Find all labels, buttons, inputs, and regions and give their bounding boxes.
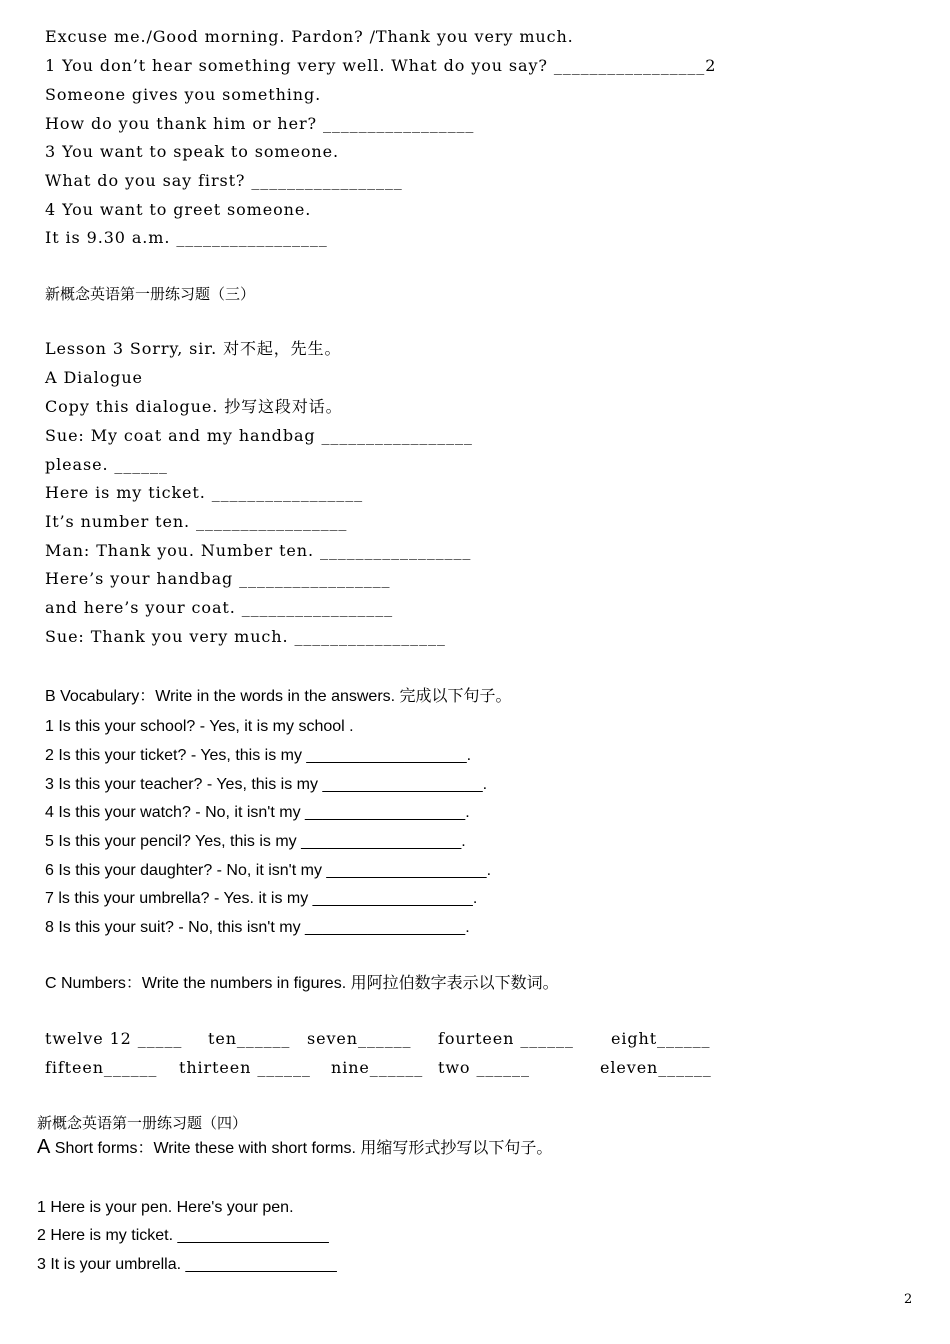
dialogue-line: please. ______ [45, 455, 168, 474]
section-a-instruction: Copy this dialogue. 抄写这段对话。 [45, 397, 343, 416]
dialogue-line: Man: Thank you. Number ten. _________________ [45, 541, 472, 560]
short-form-item: 3 It is your umbrella. _________________ [37, 1256, 337, 1273]
number-item: eleven______ [600, 1058, 712, 1077]
number-item: fifteen______ [45, 1058, 158, 1077]
vocab-item: 7 ls this your umbrella? - Yes. it is my __________________. [45, 890, 478, 907]
number-item: ten______ [208, 1029, 291, 1048]
lesson-title: Lesson 3 Sorry, sir. 对不起，先生。 [45, 339, 342, 358]
section-letter: A [37, 1136, 51, 1158]
number-item: two ______ [438, 1058, 530, 1077]
dialogue-line: and here’s your coat. _________________ [45, 598, 393, 617]
vocab-item: 2 Is this your ticket? - Yes, this is my __________________. [45, 747, 472, 764]
exercise4-section-a-title: Short forms：Write these with short forms. 用缩写形式抄写以下句子。 [50, 1140, 553, 1157]
number-item: nine______ [331, 1058, 424, 1077]
numbers-row [45, 1058, 745, 1078]
dialogue-line: It’s number ten. _________________ [45, 512, 348, 531]
number-item: thirteen ______ [179, 1058, 311, 1077]
page-number: 2 [904, 1292, 913, 1307]
section-a-title: A Dialogue [45, 368, 143, 387]
lesson2-line: 1 You don’t hear something very well. What do you say? _________________2 [45, 56, 717, 75]
section-b-title: B Vocabulary：Write in the words in the answers. 完成以下句子。 [45, 688, 512, 705]
lesson2-line: Excuse me./Good morning. Pardon? /Thank you very much. [45, 27, 574, 46]
number-item: eight______ [611, 1029, 711, 1048]
lesson2-line: What do you say first? _________________ [45, 171, 403, 190]
vocab-item: 4 Is this your watch? - No, it isn't my __________________. [45, 804, 470, 821]
lesson2-line: 4 You want to greet someone. [45, 200, 312, 219]
numbers-row [45, 1029, 745, 1049]
exercise4-section-a [37, 1137, 552, 1159]
lesson2-line: How do you thank him or her? _________________ [45, 114, 475, 133]
vocab-item: 6 Is this your daughter? - No, it isn't my __________________. [45, 862, 492, 879]
section-c-title: C Numbers：Write the numbers in figures. 用阿拉伯数字表示以下数词。 [45, 975, 559, 992]
dialogue-line: Sue: Thank you very much. _________________ [45, 627, 446, 646]
exercise3-heading: 新概念英语第一册练习题（三） [45, 285, 256, 303]
vocab-item: 3 Is this your teacher? - Yes, this is my __________________. [45, 776, 488, 793]
number-item: twelve 12 _____ [45, 1029, 183, 1048]
dialogue-line: Here is my ticket. _________________ [45, 483, 364, 502]
dialogue-line: Sue: My coat and my handbag _________________ [45, 426, 473, 445]
short-form-item: 2 Here is my ticket. _________________ [37, 1227, 329, 1244]
lesson2-line: 3 You want to speak to someone. [45, 142, 339, 161]
vocab-item: 8 Is this your suit? - No, this isn't my __________________. [45, 919, 470, 936]
vocab-item: 5 Is this your pencil? Yes, this is my __________________. [45, 833, 466, 850]
number-item: fourteen ______ [438, 1029, 574, 1048]
lesson2-line: Someone gives you something. [45, 85, 322, 104]
vocab-item: 1 Is this your school? - Yes, it is my school . [45, 718, 354, 735]
dialogue-line: Here’s your handbag _________________ [45, 569, 391, 588]
exercise4-heading: 新概念英语第一册练习题（四） [37, 1114, 248, 1132]
lesson2-line: It is 9.30 a.m. _________________ [45, 228, 328, 247]
number-item: seven______ [307, 1029, 412, 1048]
short-form-item: 1 Here is your pen. Here's your pen. [37, 1199, 294, 1216]
